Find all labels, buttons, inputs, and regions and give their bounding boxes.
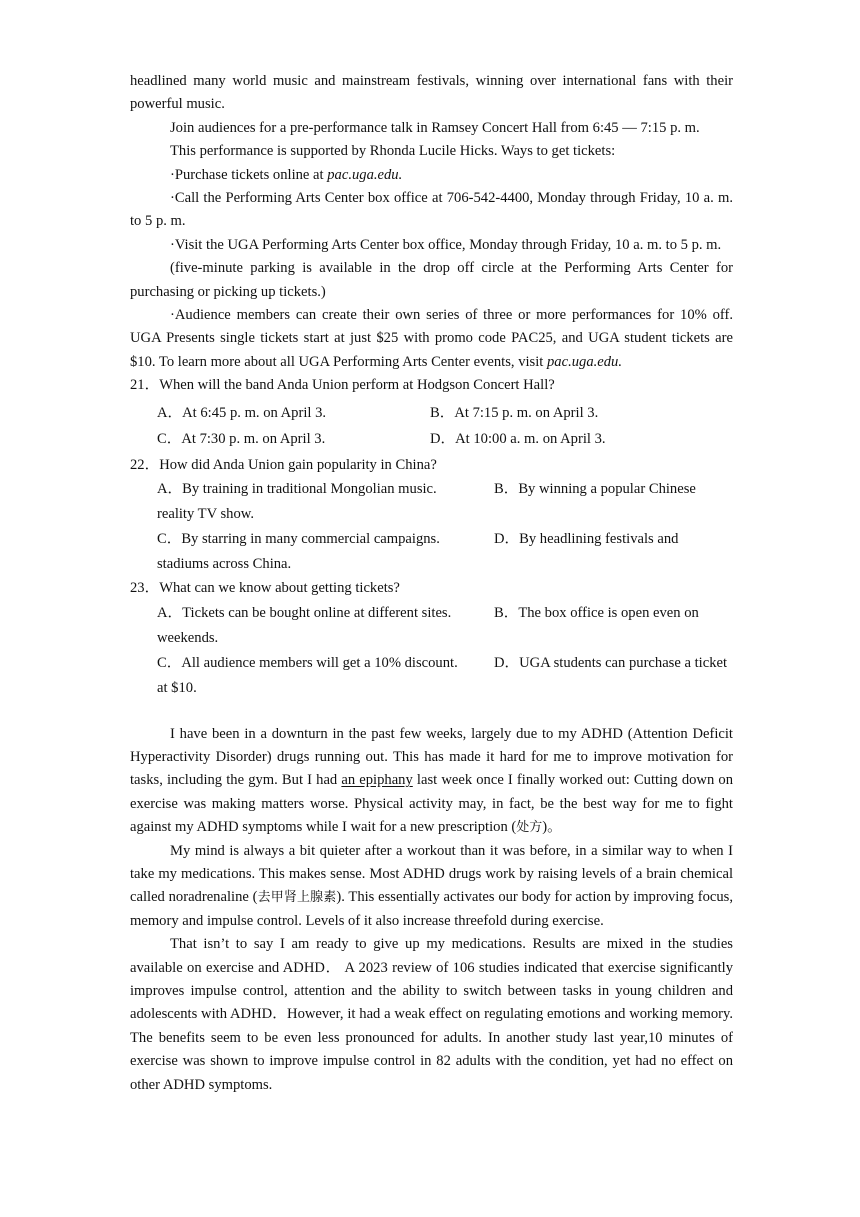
question-21-options <box>130 400 733 452</box>
series-discount <box>130 304 733 374</box>
option-22-ab-row <box>157 477 733 527</box>
series-discount-text: ·Audience members can create their own series of three or more performances for 10% off. UGA Presents single tickets start at just $25 with promo code PAC25, and UGA student tickets are $10. To learn more about all UGA Performing Arts Center events, visit <box>130 307 733 370</box>
question-23: 23．What can we know about getting tickets? <box>130 580 400 597</box>
option-23-cd-row <box>157 651 733 701</box>
option-22-a: A．By training in traditional Mongolian music. <box>157 481 437 498</box>
question-22-options <box>130 477 733 577</box>
parking-note: (five-minute parking is available in the drop off circle at the Performing Arts Center for purchasing or picking up tickets.) <box>130 260 733 300</box>
p2-text-b: ). This essentially activates our body for action by improving focus, memory and impulse control. Levels of it also increase threefold during exercise. <box>130 889 733 929</box>
underlined-phrase: an epiphany <box>341 772 413 789</box>
p2-cjk-gloss: 去甲肾上腺素 <box>257 890 337 906</box>
question-21: 21．When will the band Anda Union perform at Hodgson Concert Hall? <box>130 377 555 394</box>
passage2-paragraph-1 <box>130 723 733 840</box>
ticket-call: ·Call the Performing Arts Center box office at 706-542-4400, Monday through Friday, 10 a. m. to 5 p. m. <box>130 190 733 230</box>
option-22-d: D．By headlining festivals and stadiums across China. <box>157 531 679 573</box>
sponsor-paragraph: This performance is supported by Rhonda Lucile Hicks. Ways to get tickets: <box>170 143 616 160</box>
option-21-b: B．At 7:15 p. m. on April 3. <box>430 404 599 421</box>
p1-text-b: last week once I finally worked out: Cutting down on exercise was making matters worse. Physical activity may, in fact, be the best way for me to fight against my ADHD symptoms while I wait for a new prescription ( <box>130 772 733 836</box>
option-22-c: C．By starring in many commercial campaigns. <box>157 531 440 548</box>
p1-text-a: I have been in a downturn in the past few weeks, largely due to my ADHD (Attention Deficit Hyperactivity Disorder) drugs running out. This has made it hard for me to improve motivation for tasks, including the gym. But I had <box>130 725 733 789</box>
option-23-b: B．The box office is open even on weekends. <box>157 604 699 646</box>
question-22: 22．How did Anda Union gain popularity in China? <box>130 456 437 473</box>
document-page <box>130 70 733 1097</box>
passage2-paragraph-3: That isn’t to say I am ready to give up my medications. Results are mixed in the studies available on exercise and ADHD． A 2023 review of 106 studies indicated that exercise significantly improves impulse control, attention and the ability to switch between tasks in young children and adolescents with ADHD．However, it had a weak effect on regulating emotions and working memory. The benefits seem to be even less pronounced for adults. In another study last year,10 minutes of exercise was shown to improve impulse control in 82 adults with the condition, yet had no effect on other ADHD symptoms. <box>130 936 733 1093</box>
passage2-paragraph-2 <box>130 840 733 934</box>
p2-text-a: My mind is always a bit quieter after a workout than it was before, in a similar way to when I take my medications. This makes sense. Most ADHD drugs work by raising levels of a brain chemical called noradrenaline ( <box>130 842 733 906</box>
option-21-d: D．At 10:00 a. m. on April 3. <box>430 430 606 447</box>
section-gap <box>130 701 733 723</box>
option-22-cd-row <box>157 527 733 577</box>
option-23-c: C．All audience members will get a 10% discount. <box>157 654 458 671</box>
pre-performance-talk: Join audiences for a pre-performance talk in Ramsey Concert Hall from 6:45 — 7:15 p. m. <box>170 119 700 136</box>
p1-text-c: )。 <box>542 819 562 836</box>
ticket-online-url: pac.uga.edu. <box>327 166 403 183</box>
option-23-d: D．UGA students can purchase a ticket at $10. <box>157 654 728 696</box>
question-23-options <box>130 601 733 701</box>
option-23-a: A．Tickets can be bought online at different sites. <box>157 604 452 621</box>
ticket-online <box>130 164 733 187</box>
option-21-c: C．At 7:30 p. m. on April 3. <box>157 430 326 447</box>
option-21-a: A．At 6:45 p. m. on April 3. <box>157 404 327 421</box>
p1-cjk-gloss: 处方 <box>516 820 543 836</box>
passage1-continuation: headlined many world music and mainstream festivals, winning over international fans with their powerful music. <box>130 73 733 113</box>
ticket-visit: ·Visit the UGA Performing Arts Center box office, Monday through Friday, 10 a. m. to 5 p. m. <box>170 236 722 253</box>
option-23-ab-row <box>157 601 733 651</box>
series-discount-url: pac.uga.edu. <box>547 353 622 370</box>
ticket-online-text: ·Purchase tickets online at <box>170 166 328 183</box>
option-22-b: B．By winning a popular Chinese reality TV show. <box>157 481 696 523</box>
